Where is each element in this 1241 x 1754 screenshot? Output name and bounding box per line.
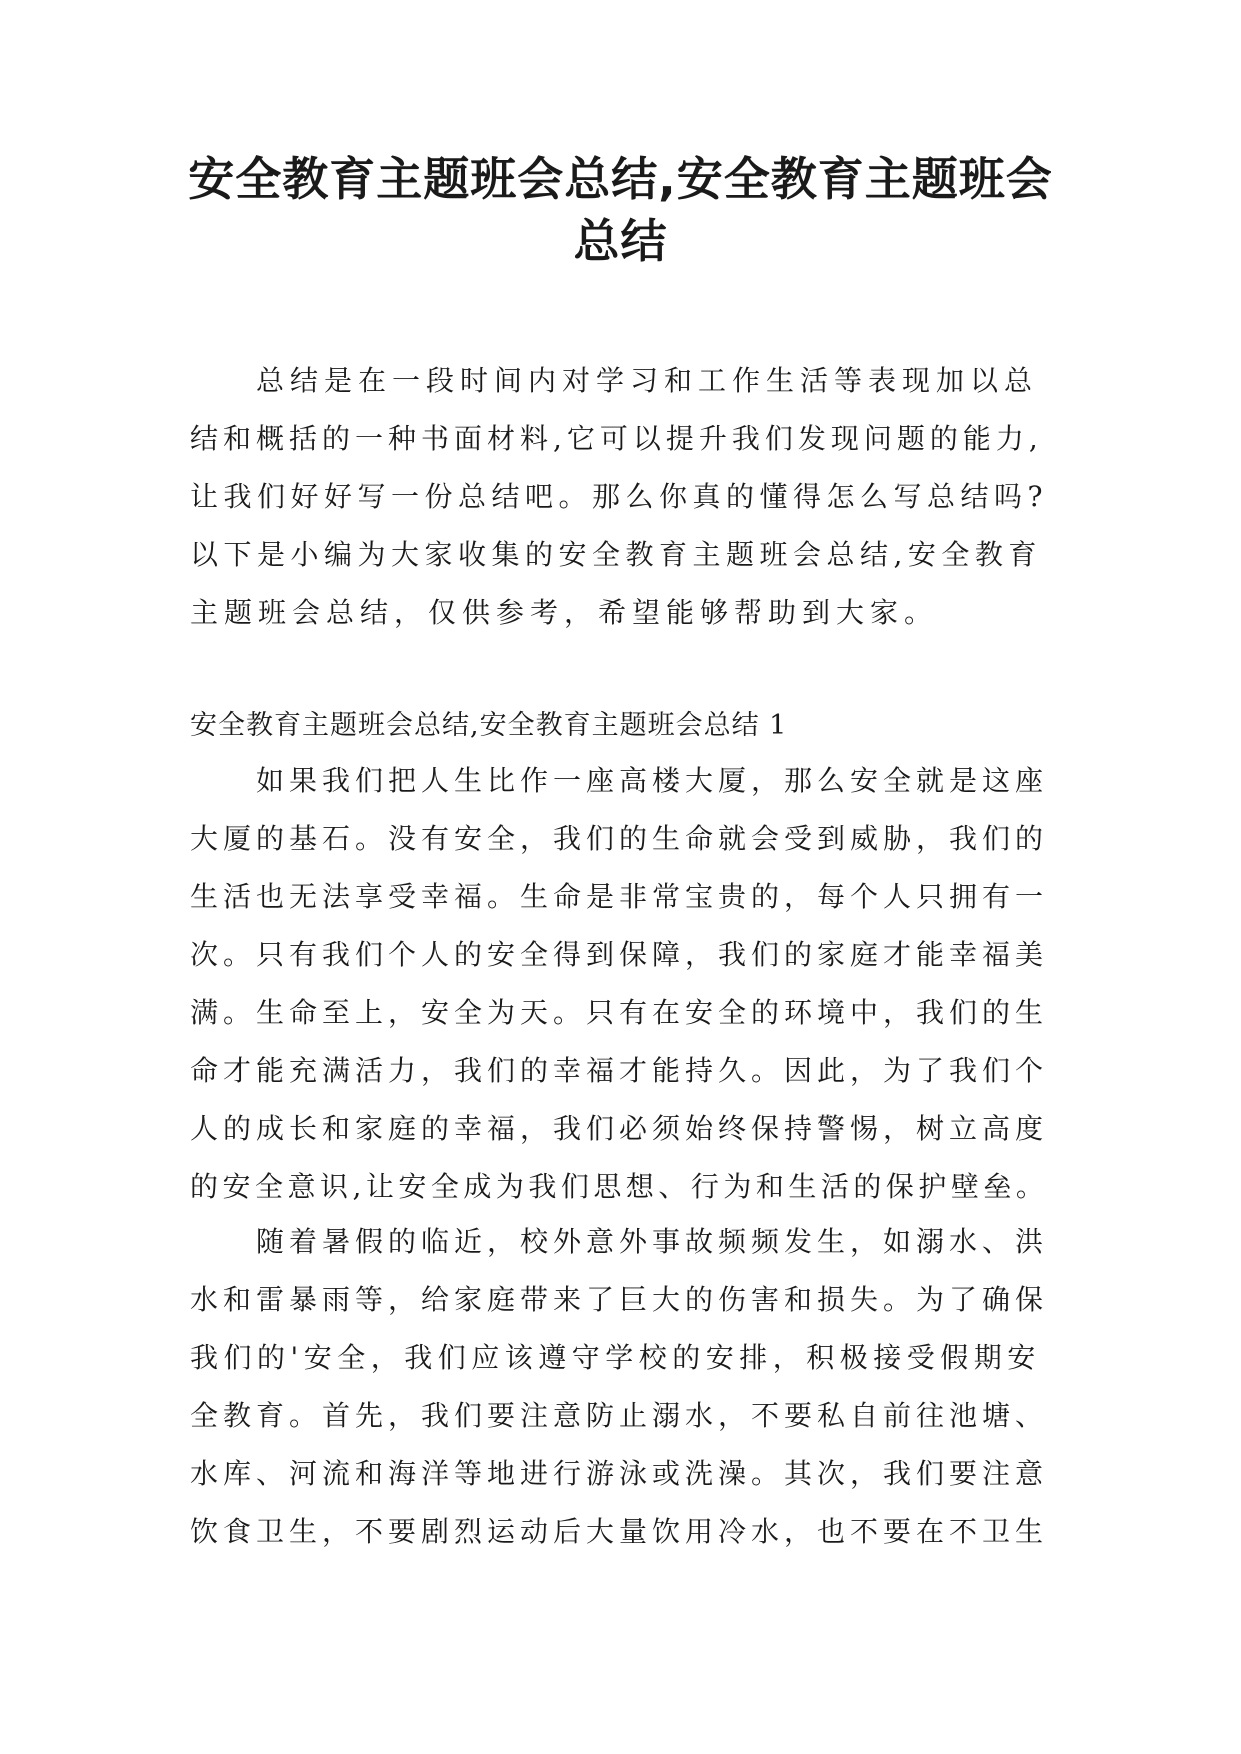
text-line: 水库、河流和海洋等地进行游泳或洗澡。其次，我们要注意 <box>190 1457 1049 1490</box>
text-line: 生活也无法享受幸福。生命是非常宝贵的，每个人只拥有一 <box>190 880 1049 913</box>
body-paragraph-1 <box>190 752 1050 1216</box>
text-line: 次。只有我们个人的安全得到保障，我们的家庭才能幸福美 <box>190 938 1049 971</box>
text-line: 饮食卫生，不要剧烈运动后大量饮用冷水，也不要在不卫生 <box>190 1515 1049 1548</box>
text-line: 水和雷暴雨等，给家庭带来了巨大的伤害和损失。为了确保 <box>190 1283 1049 1316</box>
text-line: 主题班会总结，仅供参考，希望能够帮助到大家。 <box>190 596 939 629</box>
text-line: 以下是小编为大家收集的安全教育主题班会总结,安全教育 <box>190 538 1042 571</box>
text-line: 如果我们把人生比作一座高楼大厦，那么安全就是这座 <box>256 764 1049 797</box>
intro-paragraph <box>190 352 1050 642</box>
text-line: 人的成长和家庭的幸福，我们必须始终保持警惕，树立高度 <box>190 1112 1049 1145</box>
text-line: 随着暑假的临近，校外意外事故频频发生，如溺水、洪 <box>256 1225 1049 1258</box>
document-title <box>160 148 1081 272</box>
text-line: 总结是在一段时间内对学习和工作生活等表现加以总 <box>256 364 1039 397</box>
text-line: 命才能充满活力，我们的幸福才能持久。因此，为了我们个 <box>190 1054 1049 1087</box>
text-line: 大厦的基石。没有安全，我们的生命就会受到威胁，我们的 <box>190 822 1049 855</box>
text-line: 我们的'安全，我们应该遵守学校的安排，积极接受假期安 <box>190 1341 1041 1374</box>
text-line: 结和概括的一种书面材料,它可以提升我们发现问题的能力, <box>190 422 1043 455</box>
text-line: 的安全意识,让安全成为我们思想、行为和生活的保护壁垒。 <box>190 1170 1049 1203</box>
body-paragraph-2 <box>190 1213 1050 1561</box>
title-line: 安全教育主题班会总结,安全教育主题班会 <box>188 152 1053 206</box>
text-line: 满。生命至上，安全为天。只有在安全的环境中，我们的生 <box>190 996 1049 1029</box>
title-line: 总结 <box>573 214 668 268</box>
text-line: 让我们好好写一份总结吧。那么你真的懂得怎么写总结吗? <box>190 480 1049 513</box>
section-heading: 安全教育主题班会总结,安全教育主题班会总结 1 <box>190 710 788 741</box>
text-line: 全教育。首先，我们要注意防止溺水，不要私自前往池塘、 <box>190 1399 1049 1432</box>
